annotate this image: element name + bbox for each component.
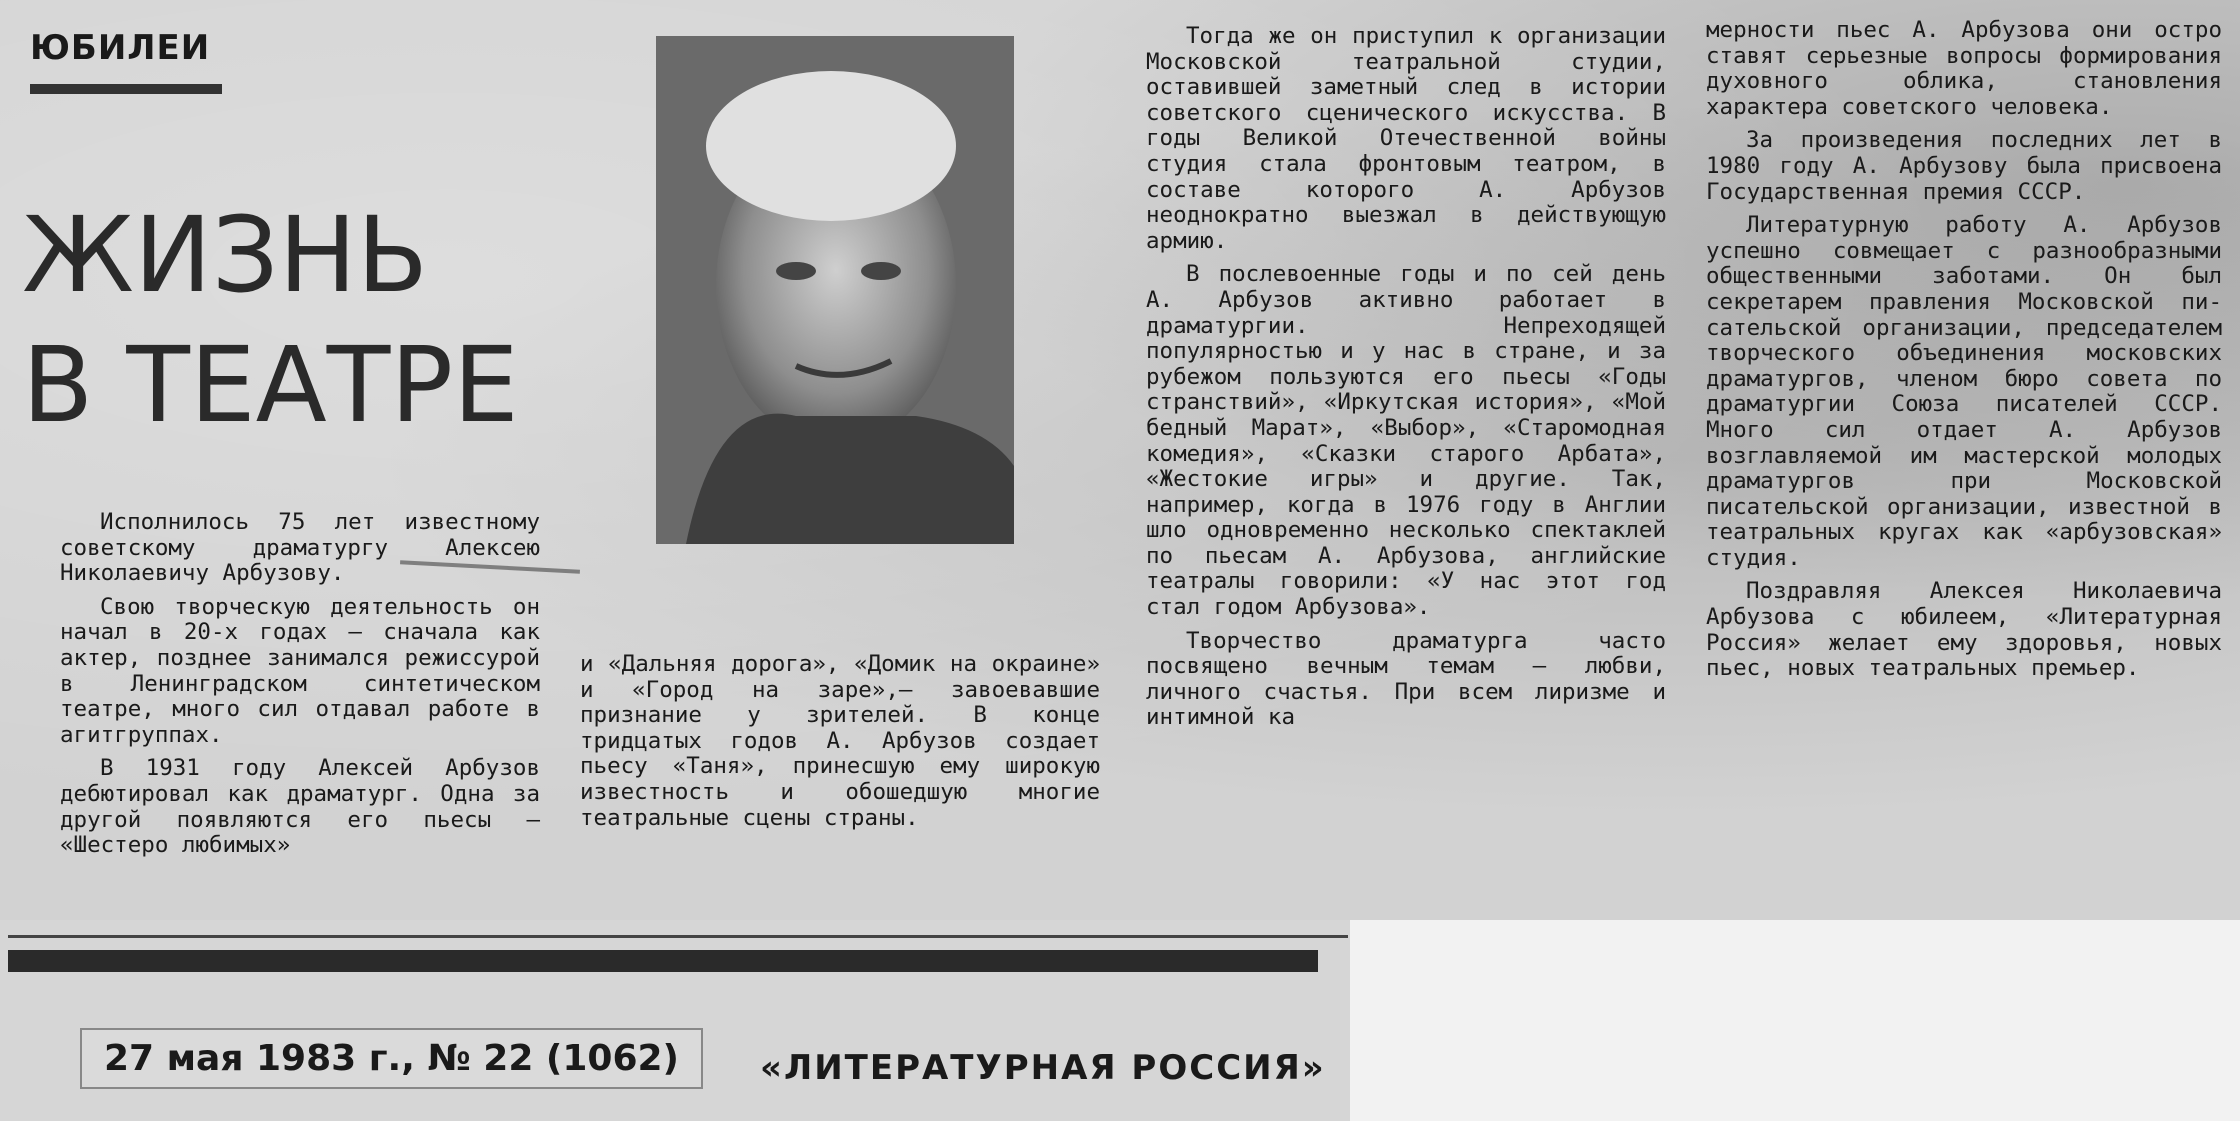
text-column-4 — [1706, 18, 2222, 682]
text-column-3 — [1146, 24, 1666, 731]
footer-rule-thin — [8, 935, 1348, 938]
text-column-1 — [60, 510, 540, 859]
paragraph: и «Дальняя дорога», «Домик на окраине» и «Город на заре»,— завоевавшие признание у зрителей. В конце тридцатых годов А. Арбузов создает пьесу «Таня», принесшую ему широкую известность и обошедшую многие театральные сцены страны. — [580, 651, 1100, 831]
paragraph: Свою творческую деятельность он начал в 20-х годах — сначала как актер, позднее занимался режиссурой в Ленинградском синтетическом театре, много сил отдавал работе в агитгруппах. — [60, 593, 540, 748]
issue-date: 27 мая 1983 г., № 22 (1062) — [80, 1028, 703, 1089]
footer-rule-thick — [8, 950, 1318, 972]
paragraph: Тогда же он приступил к организации Московской театральной студии, оставившей заметный след в истории советского сценического искусства. В годы Великой Отечественной войны студия стала фронтовым театром, в составе которого А. Арбузов неоднократно выезжал в действующую армию. — [1146, 23, 1666, 254]
paragraph: В послевоенные годы и по сей день А. Арбузов активно работает в драматургии. Непреходящей популярностью и у нас в стране, и за рубежом пользуются его пьесы «Годы странствий», «Иркутская история», «Мой бедный Марат», «Выбор», «Старомодная комедия», «Сказки старого Арбата», «Жестокие игры» и другие. Так, например, когда в 1976 году в Англии шло одновременно несколько спектаклей по пьесам А. Арбузова, английские театралы говорили: «У нас этот год стал годом Арбузова». — [1146, 261, 1666, 621]
paragraph: мерности пьес А. Арбузова они остро ставят серьезные вопросы формирования духовного облика, становления характера советского человека. — [1706, 17, 2222, 120]
article-headline — [22, 190, 519, 450]
paragraph: Поздравляя Алексея Николаевича Арбузова с юбилеем, «Литературная Россия» желает ему здоровья, новых пьес, новых театральных премьер. — [1706, 578, 2222, 682]
newspaper-name: «ЛИТЕРАТУРНАЯ РОССИЯ» — [760, 1048, 1326, 1088]
text-column-2 — [580, 652, 1100, 831]
headline-line-1: ЖИЗНЬ — [22, 194, 429, 316]
paragraph: Литературную работу А. Арбузов успешно совмещает с разнообразными общественными заботами. Он был секретарем правления Московской писательской организации, председателем творческого объединения московских драматургов, членом бюро совета по драматургии Союза писателей СССР. Много сил отдает А. Арбузов возглавляемой им мастерской молодых драматургов при Московской писательской организации, известной в театральных кругах как «арбузовская» студия. — [1706, 212, 2222, 571]
rubric-underline — [30, 84, 222, 94]
section-rubric: ЮБИЛЕИ — [30, 28, 211, 68]
headline-line-2: В ТЕАТРЕ — [22, 324, 519, 446]
paragraph: Творчество драматурга часто посвящено вечным темам — любви, личного счастья. При всем лиризме и интимной ка — [1146, 627, 1666, 731]
paragraph: В 1931 году Алексей Арбузов дебютировал как драматург. Одна за другой появляются его пьесы — «Шестеро любимых» — [60, 755, 540, 859]
paragraph: За произведения последних лет в 1980 году А. Арбузову была присвоена Государственная премия СССР. — [1706, 127, 2222, 205]
portrait-photo — [656, 36, 1014, 544]
paragraph: Исполнилось 75 лет известному советскому драматургу Алексею Николаевичу Арбузову. — [60, 509, 540, 587]
